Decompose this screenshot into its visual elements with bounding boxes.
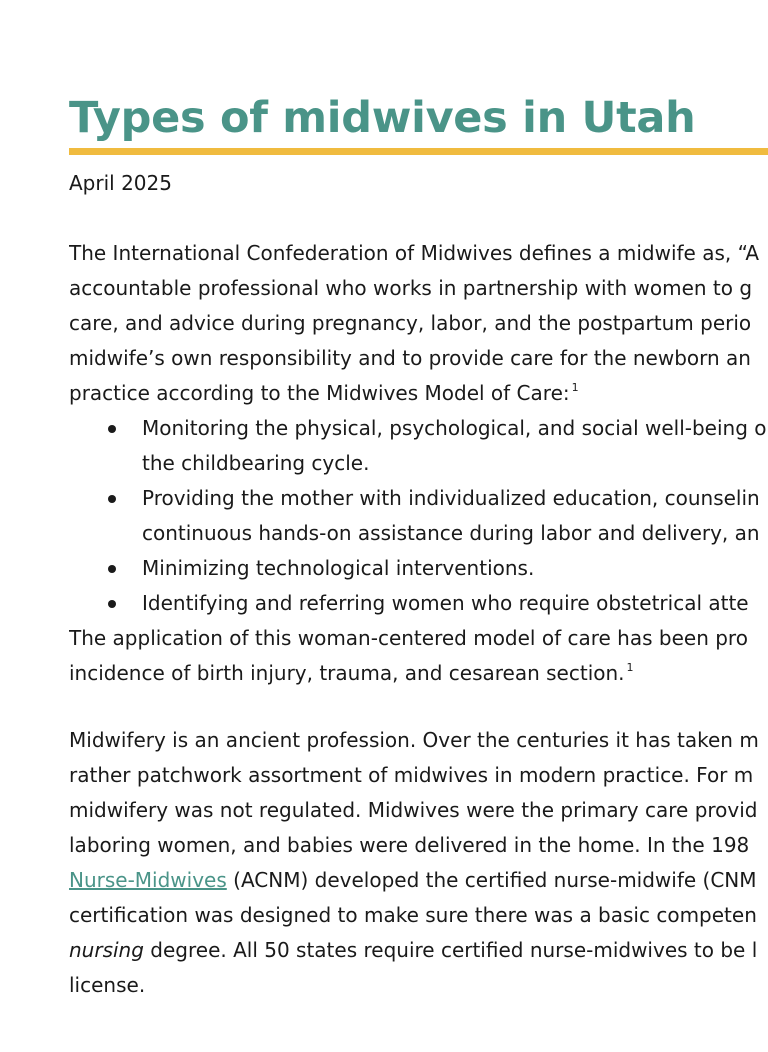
paragraph-line: midwifery was not regulated. Midwives were the primary care provid — [69, 798, 758, 822]
history-paragraph — [69, 723, 768, 1003]
footnote-reference[interactable]: 1 — [626, 661, 634, 674]
bullet-icon — [108, 600, 116, 608]
list-item — [69, 551, 768, 586]
paragraph-line: The International Confederation of Midwives defines a midwife as, “A — [69, 241, 760, 265]
model-of-care-list — [69, 411, 768, 621]
list-item — [69, 411, 768, 481]
footnote-reference[interactable]: 1 — [571, 381, 579, 394]
paragraph-line: care, and advice during pregnancy, labor, and the postpartum perio — [69, 311, 752, 335]
paragraph-line: rather patchwork assortment of midwives in modern practice. For m — [69, 763, 754, 787]
paragraph-text: practice according to the Midwives Model of Care: — [69, 381, 570, 405]
paragraph-line — [69, 933, 768, 968]
list-item-text: the childbearing cycle. — [142, 451, 370, 475]
document-page — [69, 0, 768, 1052]
list-item-text: continuous hands-on assistance during labor and delivery, an — [142, 521, 760, 545]
paragraph-text: incidence of birth injury, trauma, and cesarean section. — [69, 661, 625, 685]
paragraph-text: (ACNM) developed the certified nurse-midwife (CNM — [226, 868, 757, 892]
list-item — [69, 586, 768, 621]
paragraph-line: Midwifery is an ancient profession. Over the centuries it has taken m — [69, 728, 759, 752]
list-item-text: Providing the mother with individualized education, counselin — [142, 486, 760, 510]
intro-paragraph — [69, 236, 768, 691]
list-item-text: Identifying and referring women who require obstetrical atte — [142, 591, 749, 615]
paragraph-line: The application of this woman-centered model of care has been pro — [69, 626, 748, 650]
paragraph-line: midwife’s own responsibility and to provide care for the newborn an — [69, 346, 751, 370]
emphasis-text: nursing — [69, 938, 144, 962]
paragraph-line: laboring women, and babies were delivered in the home. In the 198 — [69, 833, 750, 857]
paragraph-line — [69, 656, 768, 691]
publication-date: April 2025 — [69, 171, 172, 195]
bullet-icon — [108, 425, 116, 433]
acnm-link[interactable]: Nurse-Midwives — [69, 868, 227, 892]
bullet-icon — [108, 495, 116, 503]
paragraph-line: license. — [69, 973, 146, 997]
page-title: Types of midwives in Utah — [69, 93, 696, 143]
list-item-text: Monitoring the physical, psychological, and social well-being o — [142, 416, 767, 440]
outcome-paragraph — [69, 621, 768, 691]
list-item — [69, 481, 768, 551]
paragraph-line: accountable professional who works in partnership with women to g — [69, 276, 753, 300]
paragraph-text: degree. All 50 states require certified nurse-midwives to be l — [143, 938, 758, 962]
bullet-icon — [108, 565, 116, 573]
paragraph-line — [69, 376, 768, 411]
list-item-text: Minimizing technological interventions. — [142, 556, 535, 580]
title-underline-rule — [69, 148, 768, 155]
paragraph-line — [69, 863, 768, 898]
paragraph-line: certification was designed to make sure there was a basic competen — [69, 903, 757, 927]
